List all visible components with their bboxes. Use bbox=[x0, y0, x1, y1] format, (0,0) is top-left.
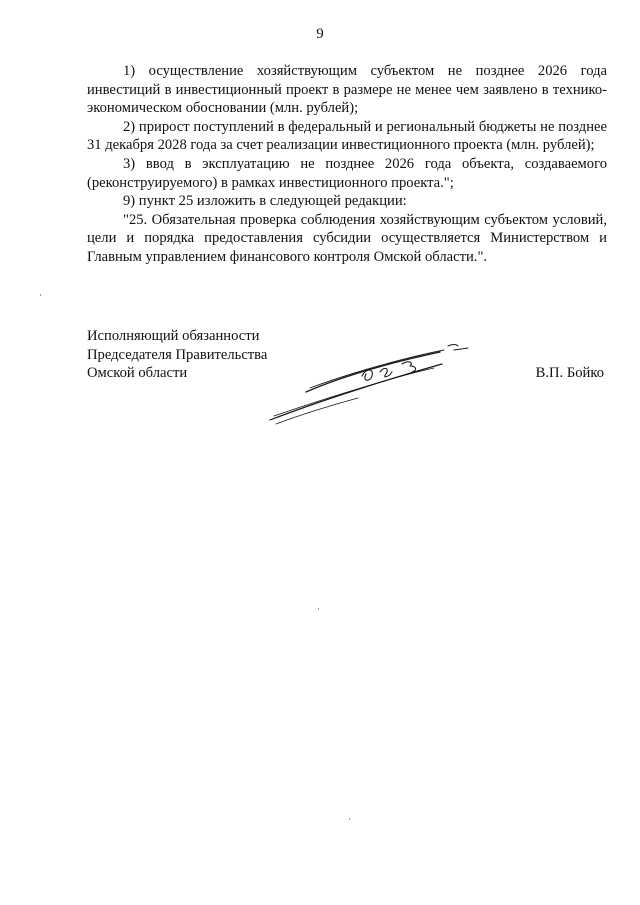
document-body bbox=[87, 62, 607, 267]
paragraph-item-3: 3) ввод в эксплуатацию не позднее 2026 года объекта, создаваемого (реконструируемого) в рамках инвестиционного проекта."; bbox=[87, 155, 607, 191]
signatory-position bbox=[87, 327, 267, 383]
paragraph-item-2: 2) прирост поступлений в федеральный и региональный бюджеты не позднее 31 декабря 2028 года за счет реализации инвестиционного проекта (млн. рублей); bbox=[87, 118, 607, 154]
position-line: Исполняющий обязанности bbox=[87, 328, 260, 344]
handwritten-signature bbox=[262, 338, 482, 438]
signer-name: В.П. Бойко bbox=[535, 365, 604, 381]
page-number: 9 bbox=[316, 26, 324, 42]
position-line: Председателя Правительства bbox=[87, 346, 268, 363]
position-line: Омской области bbox=[87, 365, 188, 382]
paragraph-clause-25: "25. Обязательная проверка соблюдения хозяйствующим субъектом условий, цели и порядка предоставления субсидии осуществляется Министерством и Главным управлением финансового контроля Омской области.". bbox=[87, 211, 607, 265]
scan-speck bbox=[349, 818, 350, 820]
paragraph-item-9: 9) пункт 25 изложить в следующей редакции: bbox=[123, 193, 407, 210]
scan-speck bbox=[40, 294, 41, 296]
paragraph-item-1: 1) осуществление хозяйствующим субъектом не позднее 2026 года инвестиций в инвестиционный проект в размере не менее чем заявлено в технико-экономическом обосновании (млн. рублей); bbox=[87, 63, 607, 117]
scan-speck bbox=[318, 608, 319, 610]
